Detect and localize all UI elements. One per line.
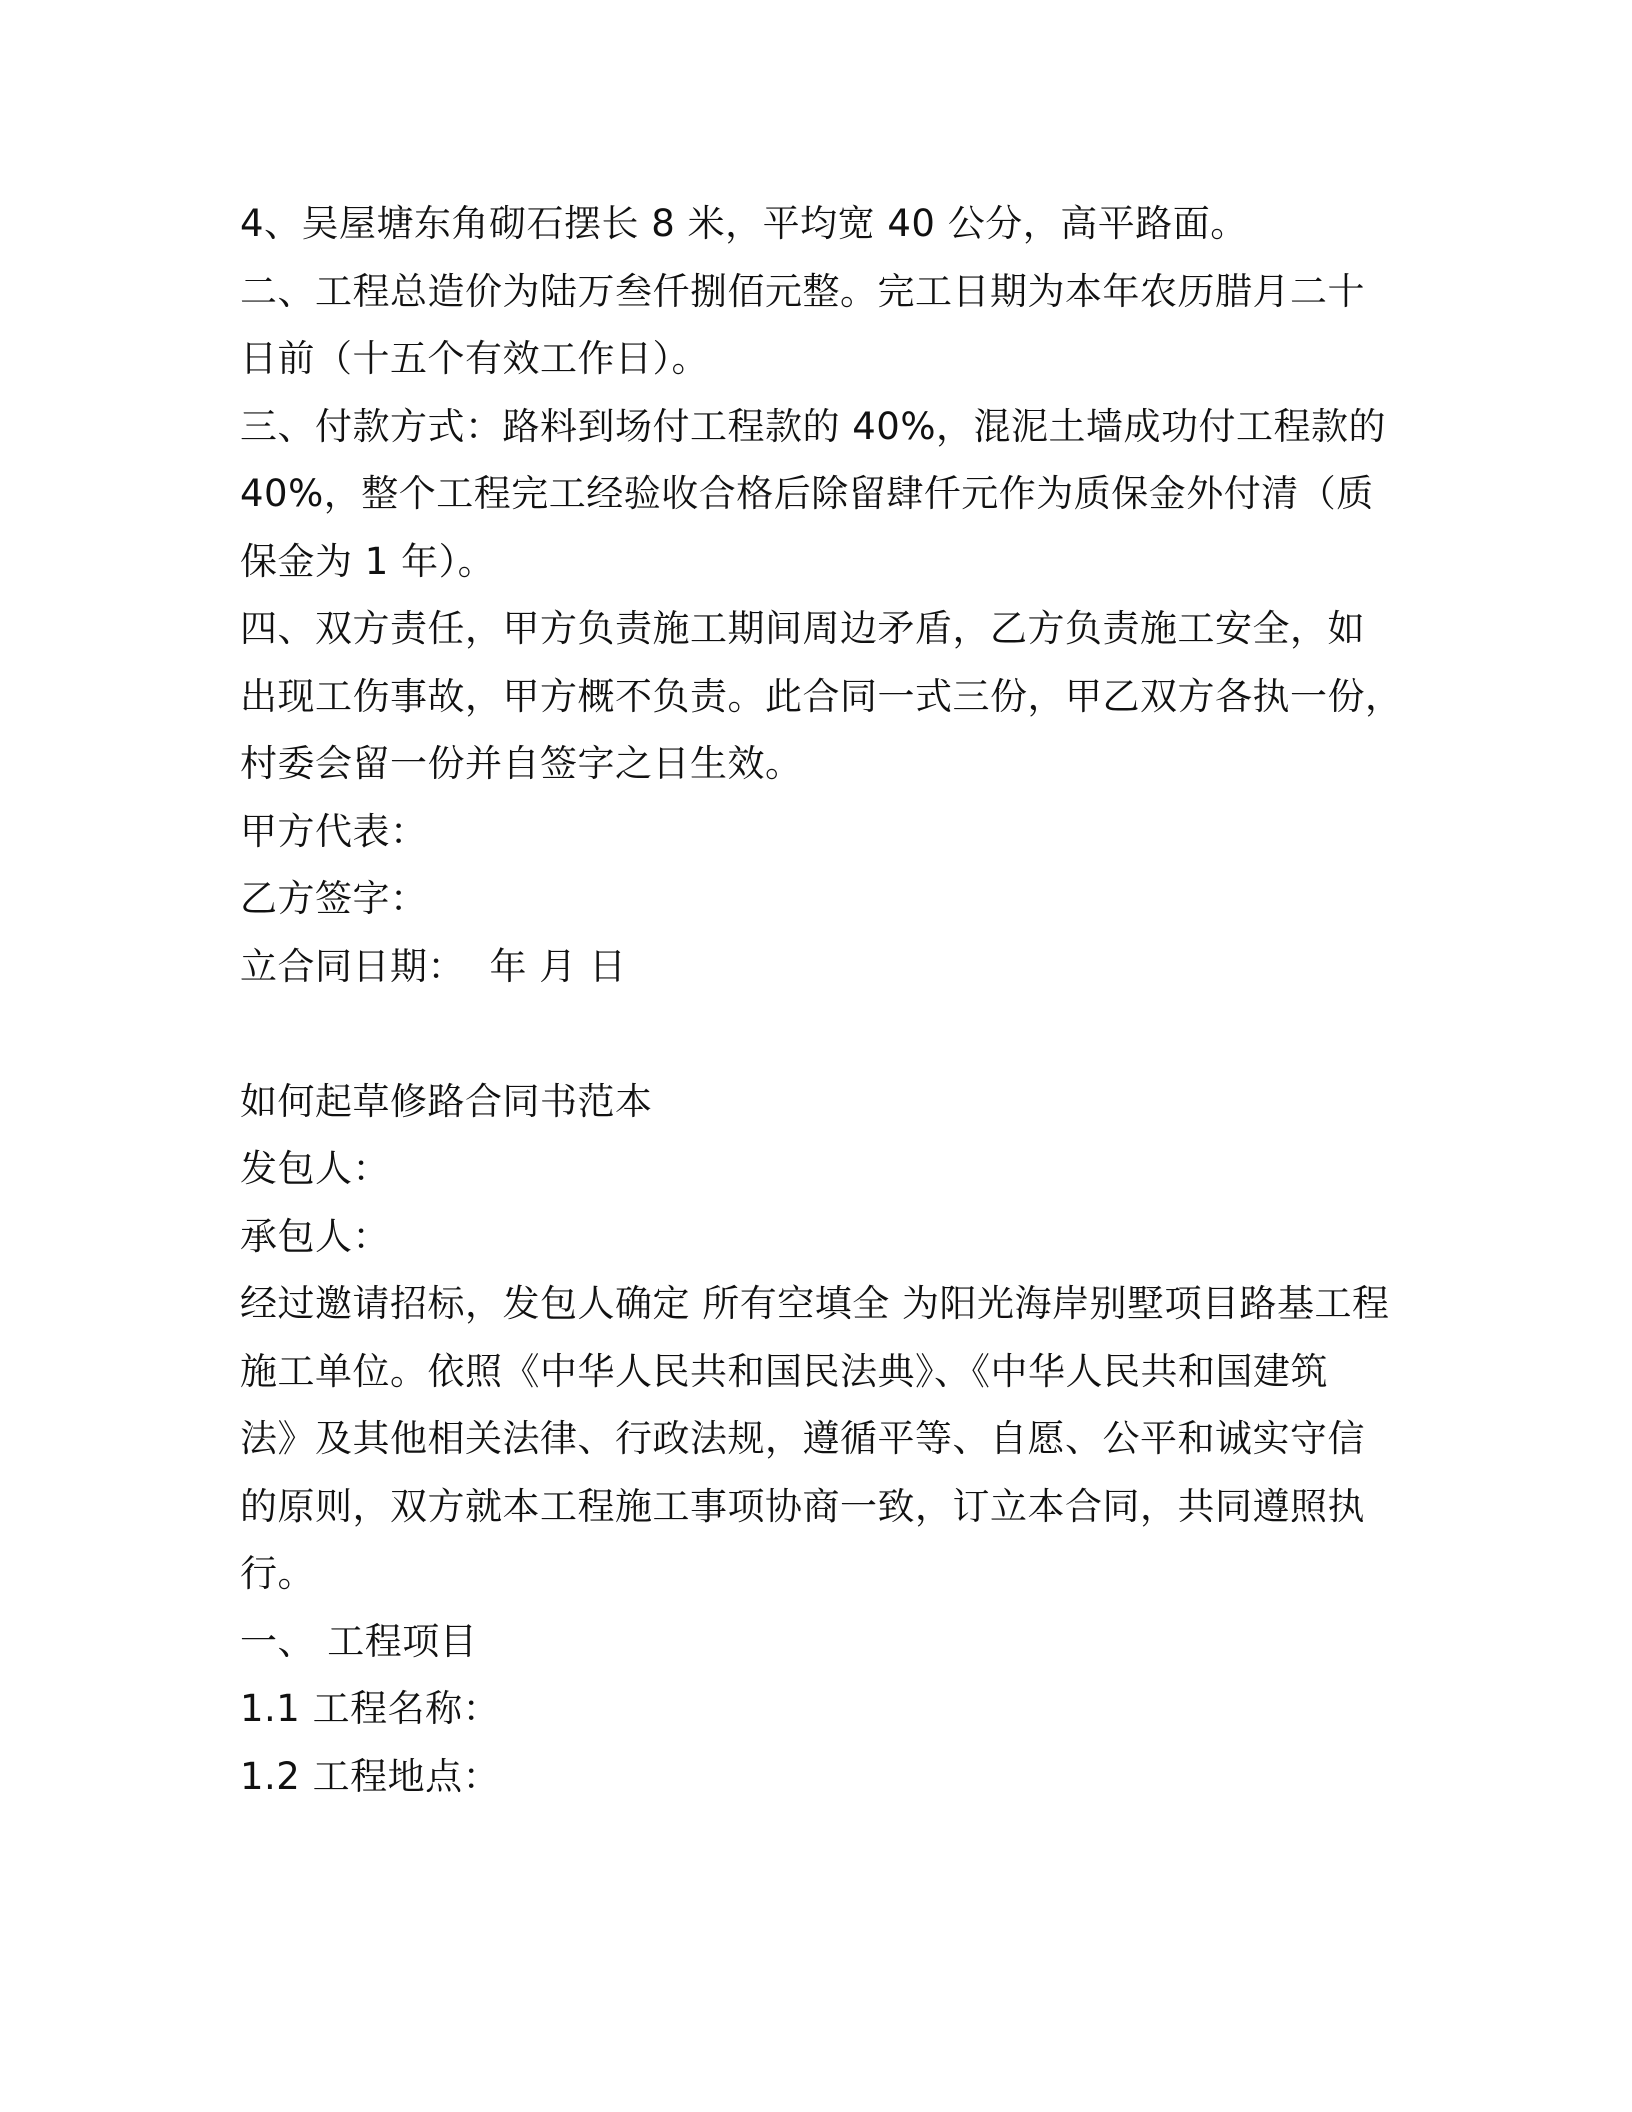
party-a-representative-line: 甲方代表：	[240, 809, 428, 853]
employer-line: 发包人：	[240, 1147, 390, 1190]
text-line: 保金为 1 年）。	[240, 539, 496, 583]
text-line: 法》及其他相关法律、行政法规，遵循平等、自愿、公平和诚实守信	[240, 1417, 1365, 1460]
section-title: 如何起草修路合同书范本	[240, 1079, 653, 1123]
text-line: 村委会留一份并自签字之日生效。	[240, 742, 803, 785]
document-body	[240, 190, 1403, 1810]
project-name-line: 1.1 工程名称：	[240, 1687, 501, 1730]
text-line: 40%，整个工程完工经验收合格后除留肆仟元作为质保金外付清（质	[240, 472, 1374, 515]
text-line: 四、双方责任，甲方负责施工期间周边矛盾，乙方负责施工安全，如	[240, 607, 1365, 650]
text-line: 的原则，双方就本工程施工事项协商一致，订立本合同，共同遵照执	[240, 1484, 1365, 1528]
text-line: 行。	[240, 1552, 315, 1595]
text-line: 二、工程总造价为陆万叁仟捌佰元整。完工日期为本年农历腊月二十	[240, 269, 1365, 313]
text-line: 日前（十五个有效工作日）。	[240, 337, 709, 380]
party-b-signature-line: 乙方签字：	[240, 877, 428, 920]
text-line: 4、吴屋塘东角砌石摆长 8 米，平均宽 40 公分，高平路面。	[240, 202, 1248, 245]
text-line: 三、付款方式：路料到场付工程款的 40%，混泥土墙成功付工程款的	[240, 404, 1386, 448]
section-heading: 一、 工程项目	[240, 1619, 478, 1663]
text-line: 经过邀请招标，发包人确定 所有空填全 为阳光海岸别墅项目路基工程	[240, 1282, 1390, 1325]
contract-date-line: 立合同日期： 年 月 日	[240, 944, 627, 988]
project-location-line: 1.2 工程地点：	[240, 1754, 501, 1798]
text-line: 出现工伤事故，甲方概不负责。此合同一式三份，甲乙双方各执一份，	[240, 674, 1403, 718]
contractor-line: 承包人：	[240, 1214, 390, 1258]
text-line: 施工单位。依照《中华人民共和国民法典》、《中华人民共和国建筑	[240, 1349, 1328, 1393]
paragraph-gap	[240, 1000, 1390, 1068]
